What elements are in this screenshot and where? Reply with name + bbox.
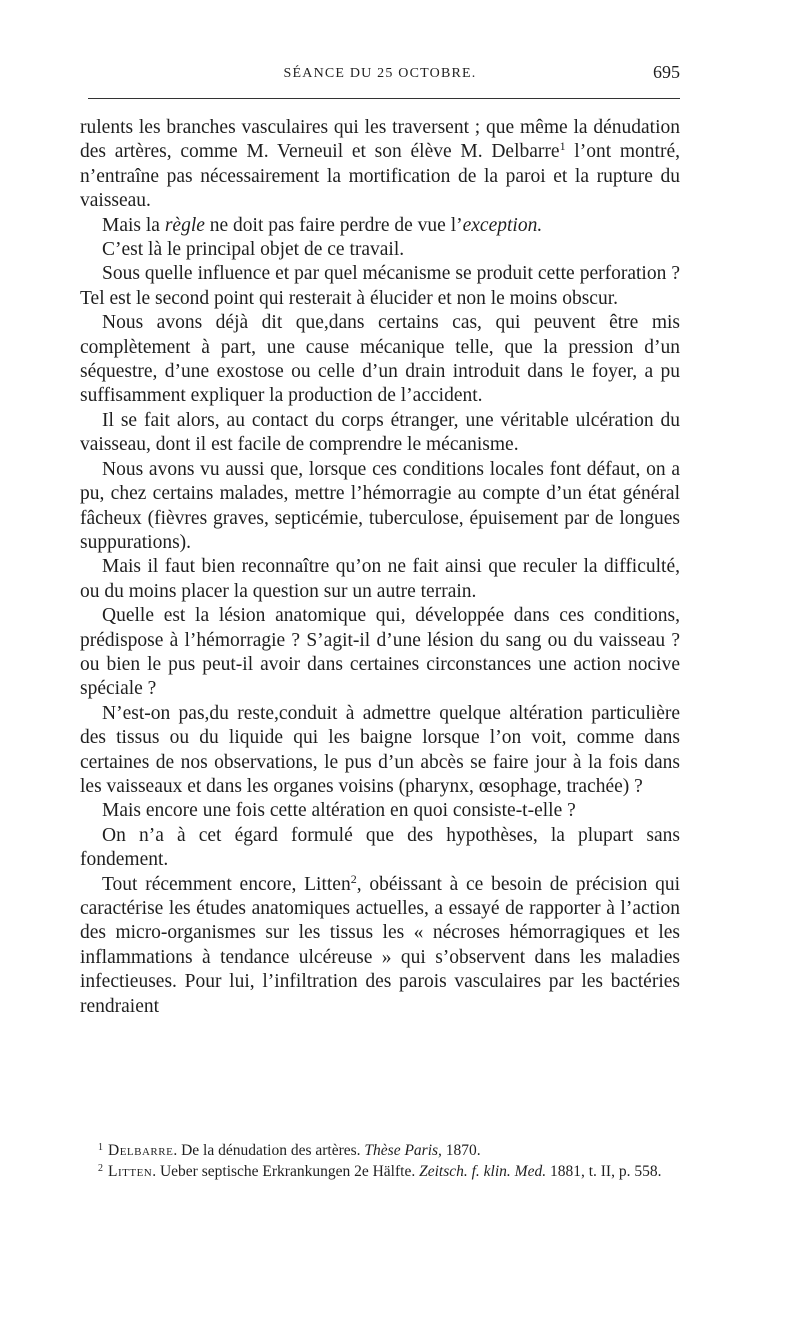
text-segment: Nous avons vu aussi que, lorsque ces conditions locales font défaut, on a pu, chez certains malades, mettre l’hémorragie au compte d’un état général fâcheux (fièvres graves, septicémie, tuberculose, épuisement par de longues suppurations). [80, 458, 680, 553]
italic-text: règle [164, 214, 205, 236]
text-segment: C’est là le principal objet de ce travail. [102, 239, 405, 261]
text-segment: Mais encore une fois cette altération en quoi consiste-t-elle ? [102, 800, 576, 822]
running-head [80, 60, 680, 88]
paragraph [80, 604, 680, 702]
author-name: Litten [108, 1163, 153, 1180]
paragraph [80, 238, 680, 262]
paragraph [80, 824, 680, 873]
footnote [80, 1140, 680, 1161]
text-segment: Tout récemment encore, Litten [102, 873, 351, 895]
paragraph [80, 262, 680, 311]
paragraph [80, 116, 680, 214]
paragraph [80, 458, 680, 556]
text-segment: . Ueber septische Erkrankungen 2e Hälfte. [152, 1163, 420, 1180]
text-segment: Nous avons déjà dit que,dans certains cas, qui peuvent être mis complètement à part, une cause mécanique telle, que la pression d’un séquestre, d’une exostose ou celle d’un drain introduit dans le foyer, a pu suffisamment expliquer la production de l’accident. [80, 312, 680, 407]
text-segment: Mais il faut bien reconnaître qu’on ne fait ainsi que reculer la difficulté, ou du moins placer la question sur un autre terrain. [80, 556, 680, 602]
text-segment: Il se fait alors, au contact du corps étranger, une véritable ulcération du vaisseau, dont il est facile de comprendre le mécanisme. [80, 409, 680, 456]
page-number: 695 [653, 62, 680, 82]
text-segment: . De la dénudation des artères. [173, 1142, 365, 1159]
text-segment: Mais la [102, 214, 165, 236]
text-segment: ne doit pas faire perdre de vue l’ [204, 214, 463, 236]
running-title: SÉANCE DU 25 OCTOBRE. [283, 66, 477, 81]
footnote-marker: 1 [98, 1142, 103, 1153]
text-segment: N’est-on pas,du reste,conduit à admettre quelque altération particulière des tissus ou du liquide qui les baigne lorsque l’on voit, comme dans certaines de nos observations, le pus d’un abcès se faire jour à la fois dans les vaisseaux et dans les organes voisins (pharynx, œsophage, trachée) ? [80, 702, 680, 797]
italic-text: Thèse Paris, [364, 1142, 442, 1159]
italic-text: exception. [462, 214, 543, 236]
text-segment: On n’a à cet égard formulé que des hypothèses, la plupart sans fondement. [80, 824, 680, 871]
text-segment: 1870. [441, 1142, 481, 1159]
paragraph [80, 799, 680, 823]
body-text [80, 116, 680, 1019]
text-segment: , obéissant à ce besoin de précision qui caractérise les études anatomiques actuelles, a essayé de rapporter à l’action des micro-organismes sur les tissus les « nécroses hémorragiques et les inflammations à tendance ulcéreuse » qui s’observent dans les maladies infectieuses. Pour lui, l’infiltration des parois vasculaires par les bactéries rendraient [80, 873, 680, 1017]
paragraph [80, 409, 680, 458]
footnote-marker: 2 [98, 1163, 103, 1174]
header-rule [88, 98, 680, 99]
author-name: Delbarre [108, 1142, 174, 1159]
text-segment: rulents les branches vasculaires qui les traversent ; que même la dénudation des artères, comme M. Verneuil et son élève M. Delbarre [80, 117, 680, 163]
footnote [80, 1161, 680, 1182]
footnote-ref: 2 [350, 871, 357, 886]
paragraph [80, 311, 680, 409]
italic-text: Zeitsch. f. klin. Med. [419, 1163, 547, 1180]
text-segment: Quelle est la lésion anatomique qui, développée dans ces conditions, prédispose à l’hémorragie ? S’agit-il d’une lésion du sang ou du vaisseau ? ou bien le pus peut-il avoir dans certaines circonstances une action nocive spéciale ? [80, 605, 680, 700]
text-segment: 1881, t. II, p. 558. [546, 1163, 662, 1180]
paragraph [80, 702, 680, 800]
text-segment: Sous quelle influence et par quel mécanisme se produit cette perforation ? Tel est le second point qui resterait à élucider et non le moins obscur. [80, 263, 680, 309]
footnote-ref: 1 [559, 139, 566, 154]
paragraph [80, 555, 680, 604]
paragraph [80, 214, 680, 238]
book-page [80, 0, 680, 1319]
footnotes [80, 1140, 680, 1182]
text-segment: l’ont montré, n’entraîne pas nécessairement la mortification de la paroi et la rupture du vaisseau. [80, 141, 680, 212]
paragraph [80, 873, 680, 1019]
